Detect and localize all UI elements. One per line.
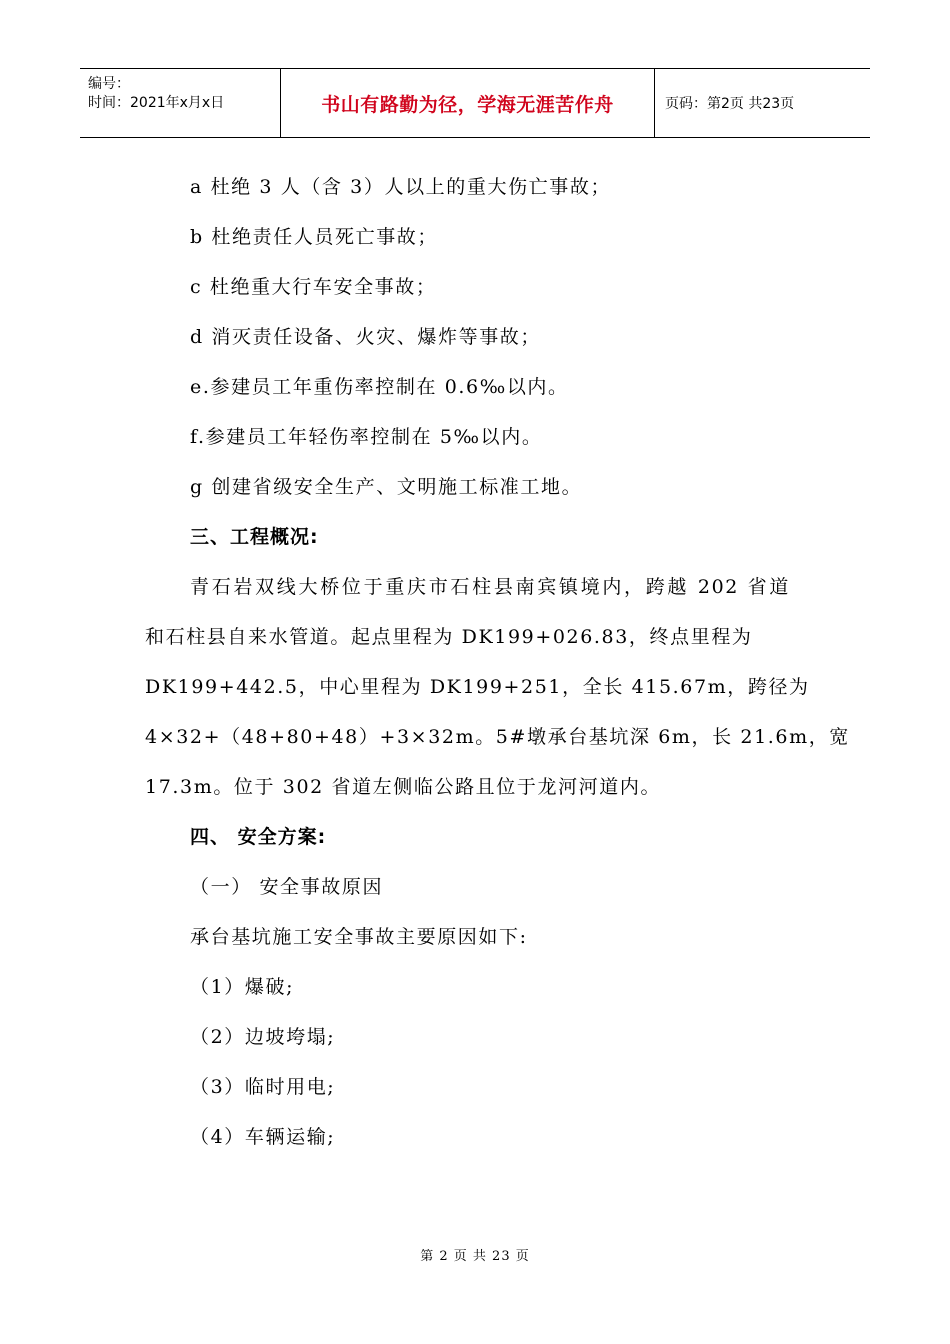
paragraph-line: DK199+442.5，中心里程为 DK199+251，全长 415.67m，跨径为 bbox=[145, 676, 810, 698]
document-number-label: 编号： bbox=[88, 76, 130, 92]
paragraph-line: 承台基坑施工安全事故主要原因如下: bbox=[190, 926, 528, 948]
cause-item-3: （3）临时用电; bbox=[190, 1076, 336, 1098]
goal-item-c: c 杜绝重大行车安全事故； bbox=[190, 276, 437, 298]
paragraph-line: 17.3m。位于 302 省道左侧临公路且位于龙河河道内。 bbox=[145, 776, 662, 798]
cause-item-1: （1）爆破; bbox=[190, 976, 295, 998]
cause-item-2: （2）边坡垮塌; bbox=[190, 1026, 336, 1048]
header-motto: 书山有路勤为径，学海无涯苦作舟 bbox=[281, 69, 655, 137]
section-heading-overview: 三、工程概况: bbox=[190, 526, 319, 548]
goal-item-e: e.参建员工年重伤率控制在 0.6‰以内。 bbox=[190, 376, 569, 398]
paragraph-line: 4×32+（48+80+48）+3×32m。5#墩承台基坑深 6m，长 21.6m，宽 bbox=[145, 726, 850, 748]
goal-item-g: g 创建省级安全生产、文明施工标准工地。 bbox=[190, 476, 583, 498]
goal-item-b: b 杜绝责任人员死亡事故； bbox=[190, 226, 439, 248]
header-page-info: 页码：第2页 共23页 bbox=[665, 96, 795, 112]
goal-item-f: f.参建员工年轻伤率控制在 5‰以内。 bbox=[190, 426, 543, 448]
paragraph-line: 青石岩双线大桥位于重庆市石柱县南宾镇境内，跨越 202 省道 bbox=[190, 576, 790, 598]
header-left-cell bbox=[80, 69, 281, 137]
cause-item-4: （4）车辆运输; bbox=[190, 1126, 336, 1148]
page-footer: 第 2 页 共 23 页 bbox=[420, 1249, 530, 1264]
paragraph-line: 和石柱县自来水管道。起点里程为 DK199+026.83，终点里程为 bbox=[145, 626, 753, 648]
goal-item-a: a 杜绝 3 人（含 3）人以上的重大伤亡事故； bbox=[190, 176, 612, 198]
document-date: 时间：2021年x月x日 bbox=[88, 95, 225, 111]
goal-item-d: d 消灭责任设备、火灾、爆炸等事故； bbox=[190, 326, 542, 348]
section-heading-safety-plan: 四、 安全方案: bbox=[190, 826, 327, 848]
subsection-heading-accident-causes: （一） 安全事故原因 bbox=[190, 876, 384, 898]
page-header bbox=[80, 68, 870, 138]
